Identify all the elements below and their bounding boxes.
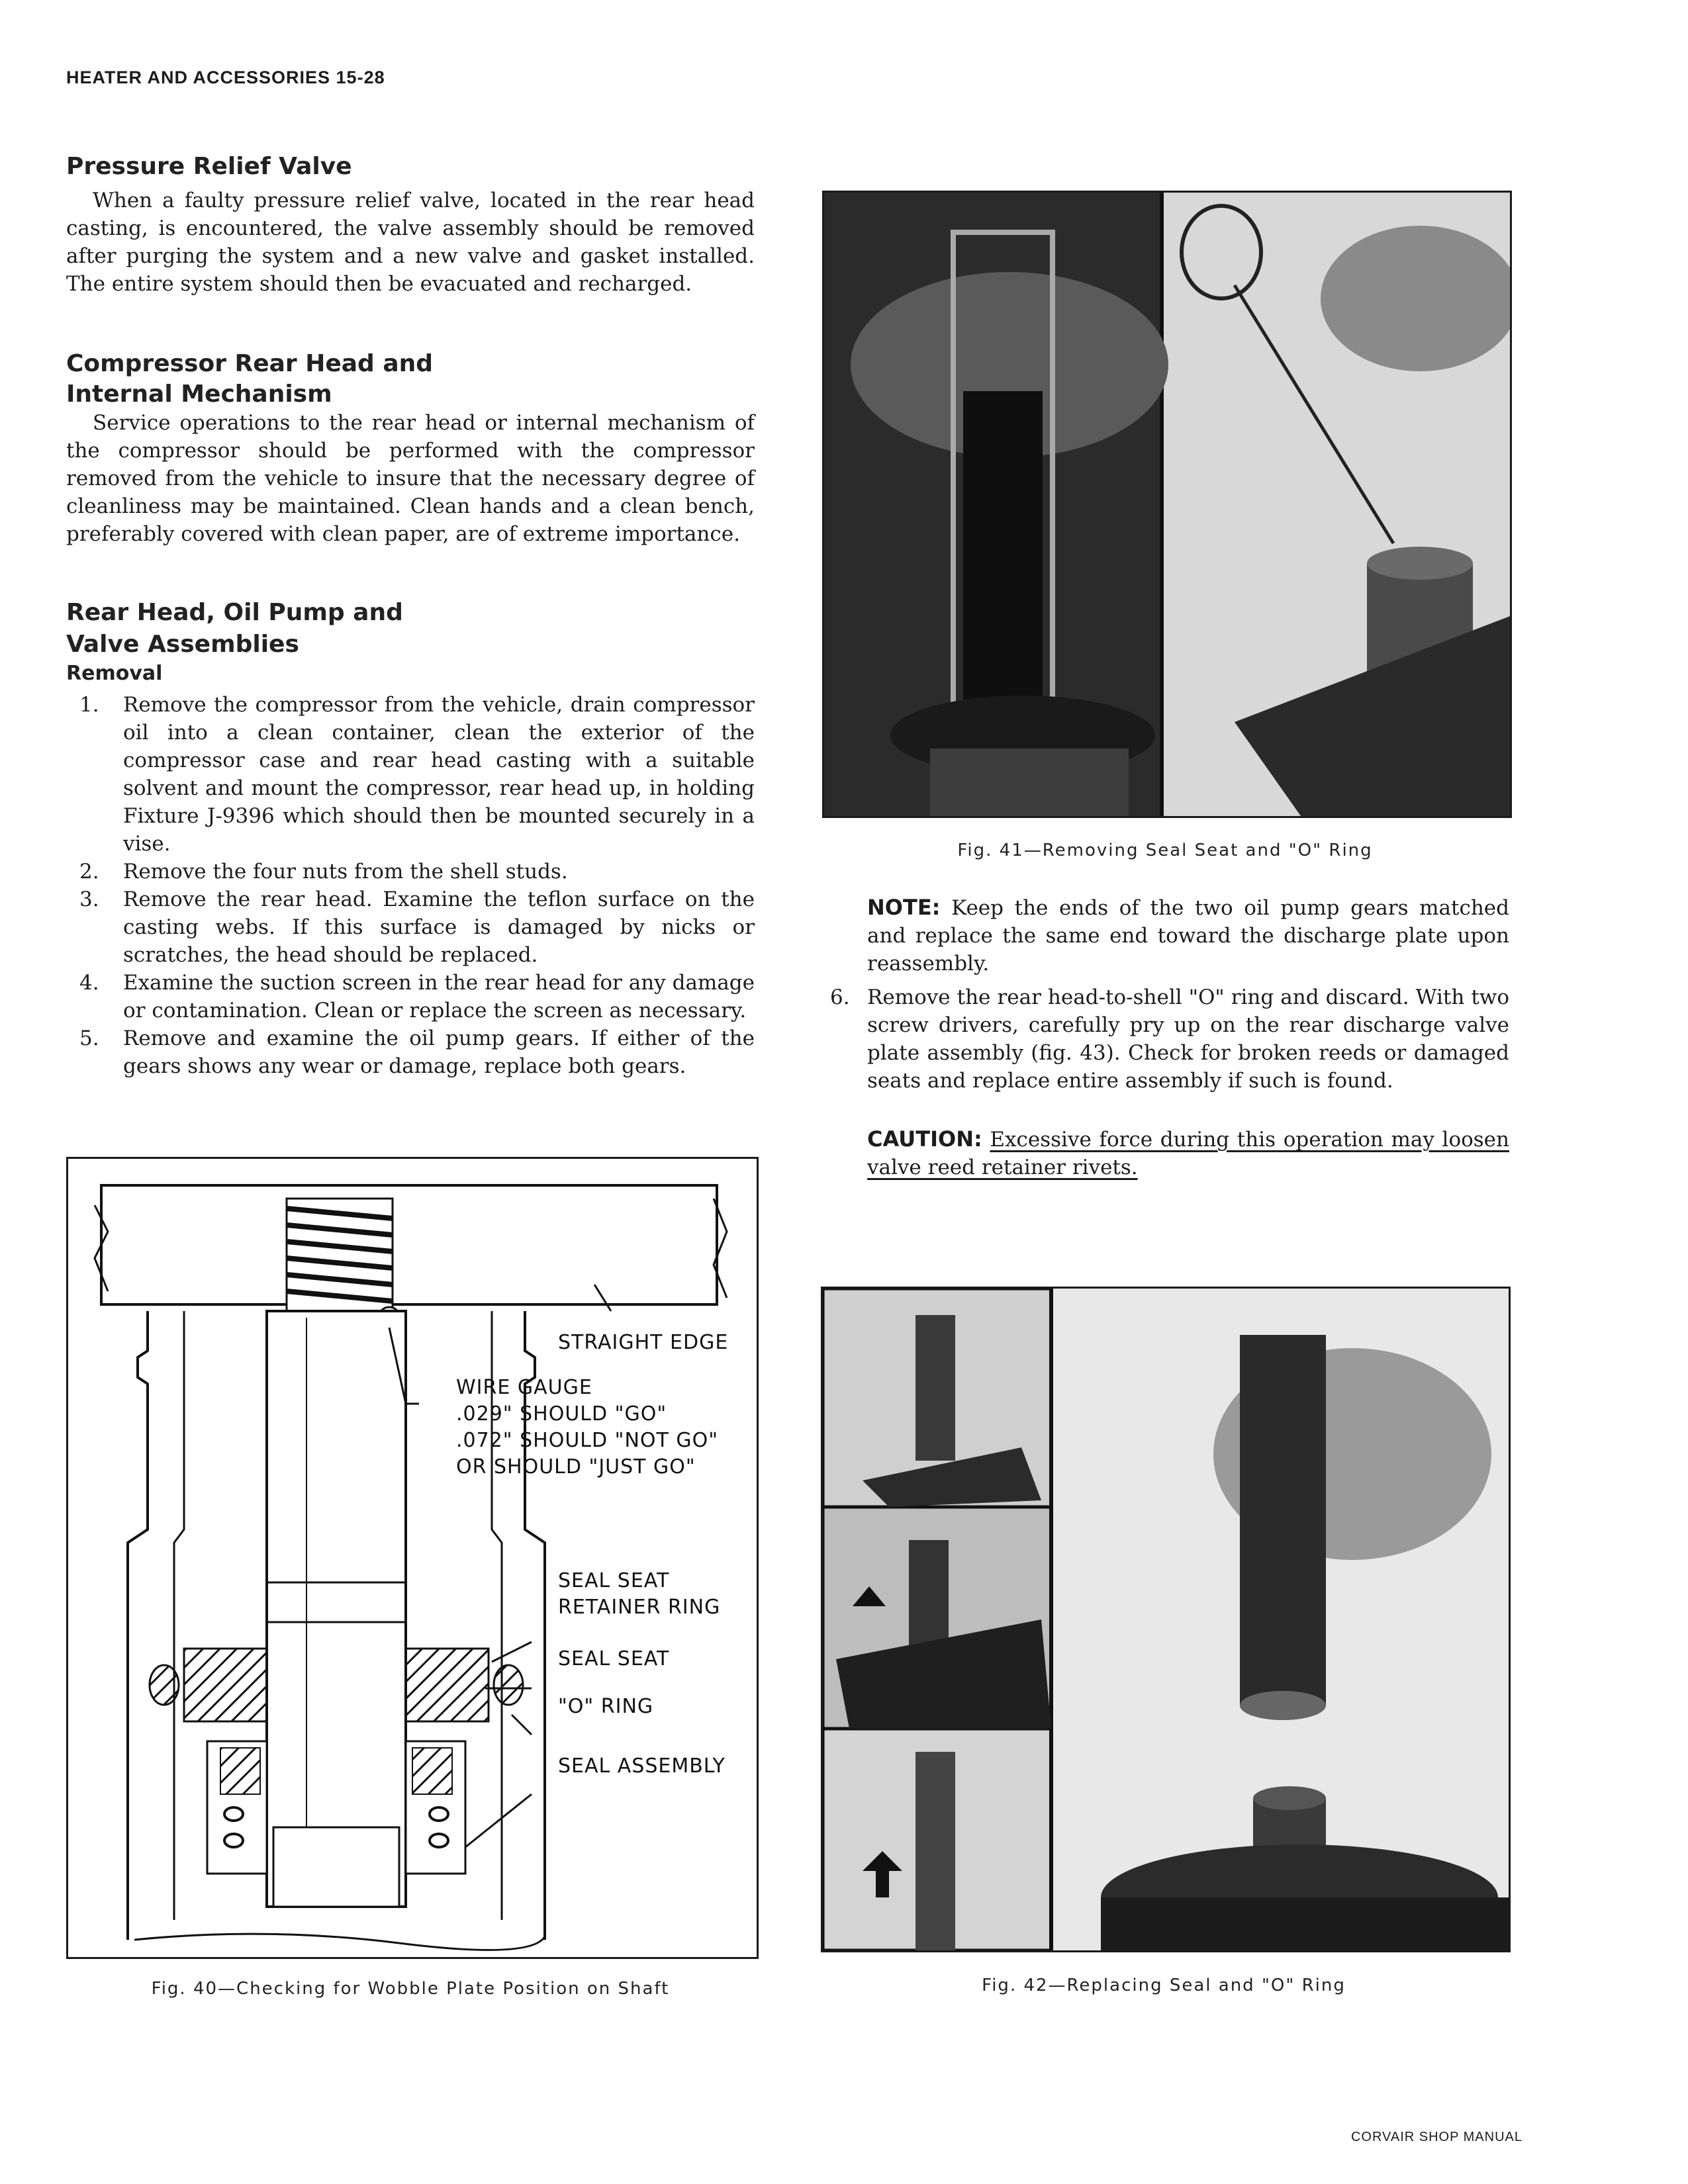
removal-step-1: 1. Remove the compressor from the vehicle, drain compressor oil into a clean container, clean the exterior of the compressor case and rear head casting with a suitable solvent and mount the compressor, rear head up, in holding Fixture J-9396 which should then be mounted securely in a vise. [79, 693, 755, 856]
note-label: NOTE: [867, 895, 941, 920]
caution-paragraph [867, 1125, 1509, 1181]
section-title-oil-pump-line1: Rear Head, Oil Pump and [66, 599, 403, 626]
section-title-rear-head-line2: Internal Mechanism [66, 381, 332, 408]
removal-step-6: 6. Remove the rear head-to-shell "O" ring and discard. With two screw drivers, carefully pry up on the rear discharge valve plate assembly (fig. 43). Check for broken reeds or damaged seats and replace entire assembly if such is found. [830, 985, 1509, 1093]
page-header: HEATER AND ACCESSORIES 15-28 [66, 68, 385, 87]
label-wire-gauge-not-go: .072" SHOULD "NOT GO" [456, 1429, 719, 1452]
removal-step-5: 5. Remove and examine the oil pump gears. If either of the gears shows any wear or damage, replace both gears. [79, 1026, 755, 1078]
label-wire-gauge-go: .029" SHOULD "GO" [456, 1402, 667, 1426]
label-wire-gauge-just-go: OR SHOULD "JUST GO" [456, 1455, 696, 1479]
pressure-relief-text: When a faulty pressure relief valve, located in the rear head casting, is encountered, the valve assembly should be removed after purging the system and a new valve and gasket installed. The entire system should then be evacuated and recharged. [66, 189, 755, 296]
section-title-pressure-relief: Pressure Relief Valve [66, 153, 352, 180]
label-wire-gauge: WIRE GAUGE [456, 1376, 592, 1399]
removal-step-3: 3. Remove the rear head. Examine the teflon surface on the casting webs. If this surface is damaged by nicks or scratches, the head should be replaced. [79, 887, 755, 967]
label-seal-assembly: SEAL ASSEMBLY [558, 1754, 726, 1778]
figure-41-photo [822, 191, 1512, 818]
caution-label: CAUTION: [867, 1126, 982, 1152]
section-title-oil-pump-line2: Valve Assemblies [66, 631, 299, 658]
removal-step-2: 2. Remove the four nuts from the shell studs. [79, 860, 568, 884]
figure-42-photo [821, 1287, 1511, 1952]
page-footer: CORVAIR SHOP MANUAL [1350, 2130, 1523, 2144]
seal-replacement-photo [823, 1289, 1509, 1950]
figure-40-diagram [66, 1157, 759, 1959]
label-seal-seat-retainer-2: RETAINER RING [558, 1596, 721, 1619]
figure-41-caption: Fig. 41—Removing Seal Seat and "O" Ring [957, 841, 1373, 860]
removal-step-4: 4. Examine the suction screen in the rear head for any damage or contamination. Clean or replace the screen as necessary. [79, 971, 755, 1023]
caution-text: Excessive force during this operation may loosen valve reed retainer rivets. [867, 1128, 1509, 1179]
label-seal-seat-retainer-1: SEAL SEAT [558, 1569, 670, 1592]
subsection-title-removal: Removal [66, 662, 163, 685]
removal-steps-list [66, 691, 755, 1080]
figure-40-caption: Fig. 40—Checking for Wobble Plate Position on Shaft [151, 1979, 670, 1999]
section-title-rear-head-line1: Compressor Rear Head and [66, 350, 434, 377]
label-straight-edge: STRAIGHT EDGE [558, 1331, 729, 1354]
figure-42-caption: Fig. 42—Replacing Seal and "O" Ring [982, 1976, 1346, 1995]
rear-head-internal-text: Service operations to the rear head or internal mechanism of the compressor should be performed with the compressor removed from the vehicle to insure that the necessary degree of cleanliness may be maintained. Clean hands and a clean bench, preferably covered with clean paper, are of extreme importance. [66, 411, 755, 546]
wobble-plate-illustration [68, 1159, 757, 1957]
label-o-ring: "O" RING [558, 1695, 654, 1718]
label-seal-seat: SEAL SEAT [558, 1647, 670, 1670]
note-paragraph [867, 893, 1509, 978]
note-text: Keep the ends of the two oil pump gears matched and replace the same end toward the discharge plate upon reassembly. [867, 896, 1509, 976]
seal-seat-removal-photo [824, 193, 1510, 816]
